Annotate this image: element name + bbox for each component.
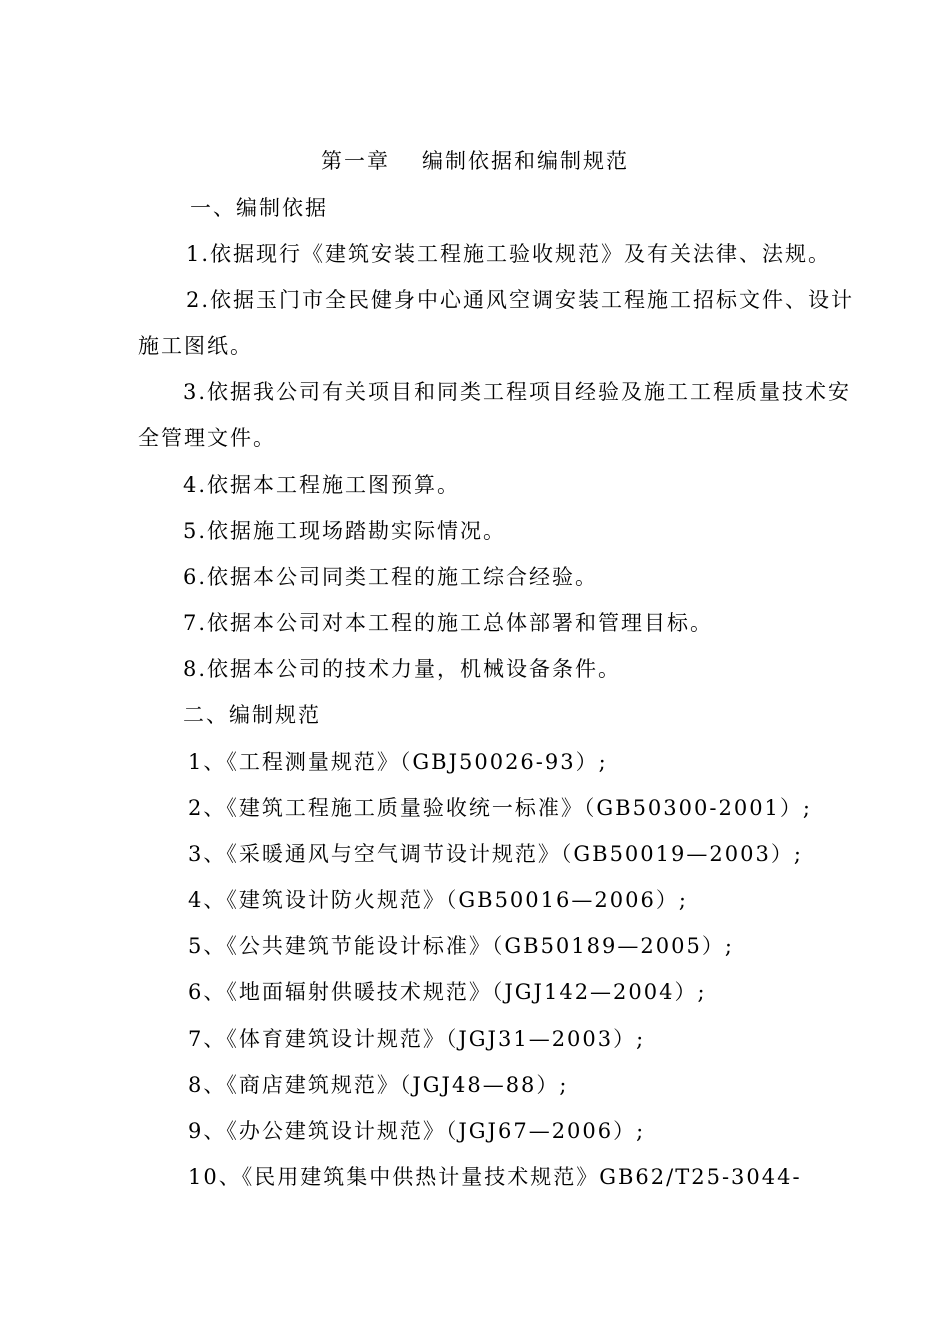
- basis-item-3-continued: 全管理文件。: [138, 426, 276, 450]
- standard-item-10: 10、《民用建筑集中供热计量技术规范》GB62/T25-3044-: [188, 1165, 802, 1189]
- standard-item-8: 8、《商店建筑规范》（JGJ48—88）;: [188, 1073, 569, 1097]
- standard-item-6: 6、《地面辐射供暖技术规范》（JGJ142—2004）;: [188, 980, 707, 1004]
- basis-item-4: 4.依据本工程施工图预算。: [183, 473, 461, 497]
- chapter-number: 第一章: [321, 149, 390, 173]
- section-heading-basis: 一、编制依据: [190, 196, 328, 220]
- section-heading-standards: 二、编制规范: [183, 703, 321, 727]
- standard-item-2: 2、《建筑工程施工质量验收统一标准》（GB50300-2001）;: [188, 796, 812, 820]
- basis-item-2: 2.依据玉门市全民健身中心通风空调安装工程施工招标文件、设计: [186, 288, 855, 312]
- standard-item-1: 1、《工程测量规范》（GBJ50026-93）;: [188, 750, 608, 774]
- basis-item-1: 1.依据现行《建筑安装工程施工验收规范》及有关法律、法规。: [186, 242, 832, 266]
- basis-item-2-continued: 施工图纸。: [138, 334, 253, 358]
- basis-item-7: 7.依据本公司对本工程的施工总体部署和管理目标。: [183, 611, 714, 635]
- standard-item-3: 3、《采暖通风与空气调节设计规范》（GB50019—2003）;: [188, 842, 803, 866]
- standard-item-5: 5、《公共建筑节能设计标准》（GB50189—2005）;: [188, 934, 734, 958]
- chapter-title: [0, 146, 950, 176]
- basis-item-3: 3.依据我公司有关项目和同类工程项目经验及施工工程质量技术安: [183, 380, 852, 404]
- basis-item-6: 6.依据本公司同类工程的施工综合经验。: [183, 565, 599, 589]
- chapter-heading: 编制依据和编制规范: [422, 149, 629, 173]
- standard-item-7: 7、《体育建筑设计规范》（JGJ31—2003）;: [188, 1027, 646, 1051]
- basis-item-5: 5.依据施工现场踏勘实际情况。: [183, 519, 507, 543]
- basis-item-8: 8.依据本公司的技术力量，机械设备条件。: [183, 657, 622, 681]
- standard-item-4: 4、《建筑设计防火规范》（GB50016—2006）;: [188, 888, 688, 912]
- standard-item-9: 9、《办公建筑设计规范》（JGJ67—2006）;: [188, 1119, 646, 1143]
